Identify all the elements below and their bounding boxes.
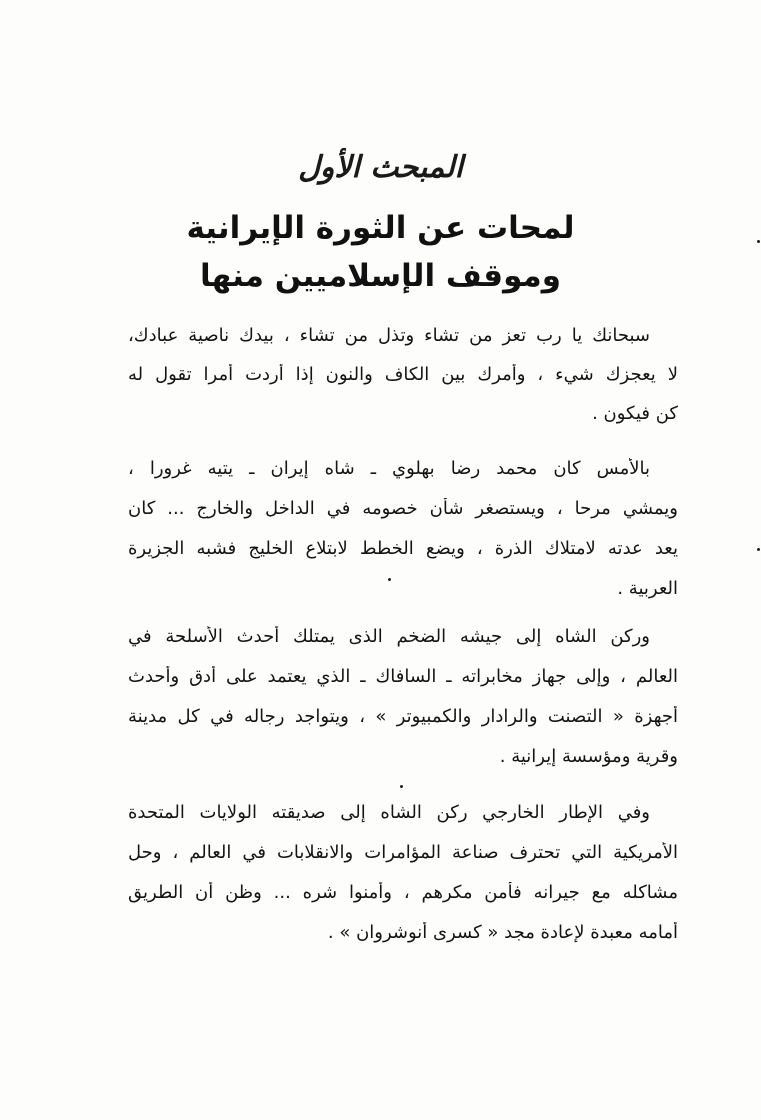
- text-line: أجهزة « التصنت والرادار والكمبيوتر » ، ويتواجد رجاله في كل مدينة: [128, 706, 678, 727]
- text-line: يعد عدته لامتلاك الذرة ، ويضع الخطط لابتلاع الخليج فشبه الجزيرة: [128, 538, 678, 559]
- text-line: وقرية ومؤسسة إيرانية .: [499, 746, 678, 767]
- text-line: أمامه معبدة لإعادة مجد « كسرى أنوشروان » .: [327, 922, 678, 943]
- text-line: وفي الإطار الخارجي ركن الشاه إلى صديقته الولايات المتحدة: [128, 802, 650, 823]
- chapter-label: المبحث الأول: [298, 150, 463, 185]
- text-line: لا يعجزك شيء ، وأمرك بين الكاف والنون إذا أردت أمرا تقول له: [128, 364, 678, 385]
- page-title-line-2: وموقف الإسلاميين منها: [200, 258, 561, 294]
- text-line: كن فيكون .: [592, 403, 678, 424]
- text-line: وركن الشاه إلى جيشه الضخم الذى يمتلك أحدث الأسلحة في: [128, 626, 650, 647]
- text-line: العربية .: [617, 578, 678, 599]
- page-title-line-1: لمحات عن الثورة الإيرانية: [186, 210, 575, 246]
- scan-speck: [757, 548, 760, 551]
- text-line: بالأمس كان محمد رضا بهلوي ـ شاه إيران ـ يتيه غرورا ،: [128, 458, 650, 479]
- text-line: ويمشي مرحا ، ويستصغر شأن خصومه في الداخل والخارج ... كان: [128, 498, 678, 519]
- body-text: [128, 0, 678, 1120]
- text-line: سبحانك يا رب تعز من تشاء وتذل من تشاء ، بيدك ناصية عبادك،: [128, 325, 650, 346]
- text-line: مشاكله مع جيرانه فأمن مكرهم ، وأمنوا شره ... وظن أن الطريق: [128, 882, 678, 903]
- text-line: الأمريكية التي تحترف صناعة المؤامرات والانقلابات في العالم ، وحل: [128, 842, 678, 863]
- text-line: العالم ، وإلى جهاز مخابراته ـ السافاك ـ الذي يعتمد على أدق وأحدث: [128, 666, 678, 687]
